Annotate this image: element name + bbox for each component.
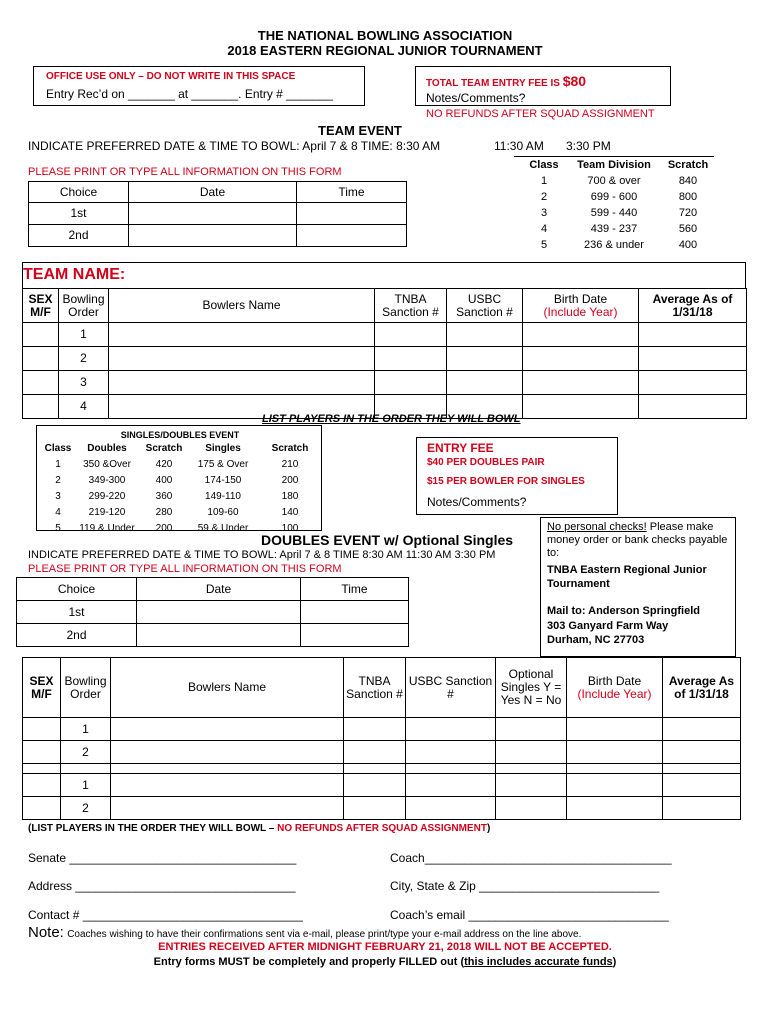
entry-fee-box <box>416 437 618 515</box>
birth-header-label: Birth Date <box>553 291 608 306</box>
usbc-header: USBC Sanction # <box>406 658 496 718</box>
team-indicate-line <box>28 139 440 153</box>
sex-cell[interactable] <box>23 395 59 419</box>
mail-to: Mail to: Anderson Springfield <box>547 605 700 617</box>
class-cell: 4 <box>540 223 548 235</box>
avg-cell[interactable] <box>639 347 747 371</box>
sd-cell: 2 <box>55 475 61 486</box>
sd-cell: 299-220 <box>88 491 126 502</box>
doubles-list-note-text: (LIST PLAYERS IN THE ORDER THEY WILL BOWL – <box>28 823 275 834</box>
sd-cell: 100 <box>281 523 299 534</box>
name-cell[interactable] <box>111 718 344 741</box>
sd-class-header: Class <box>44 443 72 454</box>
choice-1st: 1st <box>29 203 129 225</box>
note-text: Coaches wishing to have their confirmations sent via e-mail, please print/type your e-mail address on the line above. <box>67 929 582 940</box>
sd-cell: 109-60 <box>207 507 239 518</box>
scratch-cell: 840 <box>678 175 698 187</box>
sex-cell[interactable] <box>23 797 61 820</box>
title-tournament: 2018 EASTERN REGIONAL JUNIOR TOURNAMENT <box>227 43 543 58</box>
sd-cell: 280 <box>155 507 173 518</box>
sd-cell: 200 <box>155 523 173 534</box>
team-choice-table <box>28 181 407 247</box>
tnba-header: TNBA Sanction # <box>375 289 447 323</box>
no-checks-text: No personal checks! <box>547 521 647 533</box>
usbc-cell[interactable] <box>447 323 523 347</box>
office-use-label: OFFICE USE ONLY – DO NOT WRITE IN THIS SPACE <box>46 71 296 82</box>
coach-field[interactable]: Coach_____________________________________ <box>390 851 672 865</box>
city-state-zip-field[interactable]: City, State & Zip ___________________________ <box>390 879 660 893</box>
sd-cell: 1 <box>55 459 61 470</box>
office-use-box <box>33 66 365 106</box>
sd-cell: 350 &Over <box>83 459 131 470</box>
order-header: Bowling Order <box>61 658 111 718</box>
order-header: Bowling Order <box>59 289 109 323</box>
doubles-bowlers-table <box>22 657 741 820</box>
payable-text: Please make money order or bank checks payable to: <box>547 521 728 559</box>
spacer-cell <box>496 764 567 774</box>
complete-notice <box>0 956 770 968</box>
sd-cell: 200 <box>281 475 299 486</box>
class-header: Class <box>529 159 559 171</box>
senate-field[interactable]: Senate __________________________________ <box>28 851 297 865</box>
name-header: Bowlers Name <box>109 289 375 323</box>
doubles-list-note-red: NO REFUNDS AFTER SQUAD ASSIGNMENT <box>277 823 487 834</box>
birth-header <box>567 658 663 718</box>
birth-cell[interactable] <box>567 741 663 764</box>
doubles-choice-table <box>16 577 409 647</box>
sex-cell[interactable] <box>23 323 59 347</box>
sd-cell: 4 <box>55 507 61 518</box>
sd-scratch-header: Scratch <box>145 443 183 454</box>
name-cell[interactable] <box>109 347 375 371</box>
sex-cell[interactable] <box>23 347 59 371</box>
team-notes-label: Notes/Comments? <box>426 91 526 105</box>
entry-fee-label: ENTRY FEE <box>427 441 494 455</box>
doubles-list-note-end: ) <box>486 823 491 834</box>
division-header: Team Division <box>577 159 651 171</box>
entry-received-line[interactable]: Entry Rec’d on _______ at _______. Entry # _______ <box>46 87 333 101</box>
time-header: Time <box>301 578 409 601</box>
no-refunds-top: NO REFUNDS AFTER SQUAD ASSIGNMENT <box>426 108 655 120</box>
date-header: Date <box>137 578 301 601</box>
team-print-note: PLEASE PRINT OR TYPE ALL INFORMATION ON THIS FORM <box>28 166 342 178</box>
birth-header-label: Birth Date <box>587 673 642 688</box>
complete-text: Entry forms MUST be completely and properly FILLED out ( <box>153 956 465 968</box>
name-cell[interactable] <box>111 774 344 797</box>
order-cell: 1 <box>59 323 109 347</box>
order-cell: 1 <box>61 718 111 741</box>
form-header <box>0 28 770 58</box>
complete-end: ) <box>612 956 617 968</box>
singles-doubles-title: SINGLES/DOUBLES EVENT <box>120 430 240 440</box>
choice-1st-time[interactable] <box>301 601 409 624</box>
team-time-3: 3:30 PM <box>566 139 611 153</box>
singles-fee: $15 PER BOWLER FOR SINGLES <box>427 476 585 487</box>
team-fee-box <box>415 66 671 106</box>
scratch-cell: 720 <box>678 207 698 219</box>
choice-2nd: 2nd <box>17 624 137 647</box>
sd-cell: 59 & Under <box>197 523 249 534</box>
team-name-label: TEAM NAME: <box>23 266 126 283</box>
doubles-list-note <box>28 823 490 834</box>
order-cell: 4 <box>59 395 109 419</box>
sex-cell[interactable] <box>23 741 61 764</box>
name-cell[interactable] <box>111 797 344 820</box>
choice-1st: 1st <box>17 601 137 624</box>
division-cell: 599 - 440 <box>590 207 638 219</box>
birth-header-sub: (Include Year) <box>543 304 618 319</box>
spacer-cell <box>567 764 663 774</box>
deadline-notice: ENTRIES RECEIVED AFTER MIDNIGHT FEBRUARY 21, 2018 WILL NOT BE ACCEPTED. <box>158 941 612 953</box>
division-cell: 236 & under <box>584 239 644 251</box>
division-cell: 699 - 600 <box>590 191 638 203</box>
birth-cell[interactable] <box>567 718 663 741</box>
birth-header <box>523 289 639 323</box>
spacer-cell <box>344 764 406 774</box>
avg-header: Average As of 1/31/18 <box>663 658 741 718</box>
class-cell: 5 <box>540 239 548 251</box>
team-indicate-text: INDICATE PREFERRED DATE & TIME TO BOWL: April 7 & 8 TIME: 8:30 AM <box>28 139 441 153</box>
time-header: Time <box>297 182 407 203</box>
scratch-cell: 800 <box>678 191 698 203</box>
class-cell: 2 <box>540 191 548 203</box>
avg-cell[interactable] <box>663 741 741 764</box>
sd-cell: 219-120 <box>88 507 126 518</box>
choice-header: Choice <box>17 578 137 601</box>
team-name-box[interactable] <box>22 262 746 288</box>
birth-cell[interactable] <box>523 347 639 371</box>
note-line <box>28 924 581 941</box>
team-fee-text: TOTAL TEAM ENTRY FEE IS <box>426 78 560 89</box>
spacer-cell <box>61 764 111 774</box>
tnba-header: TNBA Sanction # <box>344 658 406 718</box>
payee-name: TNBA Eastern Regional Junior Tournament <box>547 564 707 590</box>
sex-cell[interactable] <box>23 718 61 741</box>
usbc-cell[interactable] <box>406 718 496 741</box>
order-cell: 2 <box>59 347 109 371</box>
sd-cell: 400 <box>155 475 173 486</box>
choice-1st-date[interactable] <box>129 203 297 225</box>
date-header: Date <box>129 182 297 203</box>
optional-singles-header: Optional Singles Y = Yes N = No <box>496 658 567 718</box>
team-bowlers-table <box>22 288 747 419</box>
order-cell: 2 <box>61 741 111 764</box>
sd-scratch2-header: Scratch <box>271 443 309 454</box>
doubles-indicate-line: INDICATE PREFERRED DATE & TIME TO BOWL: April 7 & 8 TIME 8:30 AM 11:30 AM 3:30 PM <box>28 549 496 561</box>
sd-cell: 175 & Over <box>197 459 249 470</box>
address-field[interactable]: Address _________________________________ <box>28 879 296 893</box>
sd-cell: 3 <box>55 491 61 502</box>
sd-singles-header: Singles <box>205 443 241 454</box>
sex-cell[interactable] <box>23 371 59 395</box>
tnba-cell[interactable] <box>375 371 447 395</box>
payment-instructions <box>547 521 733 560</box>
choice-2nd: 2nd <box>29 225 129 247</box>
team-class-table <box>518 157 718 253</box>
sex-header: SEX M/F <box>23 289 59 323</box>
avg-cell[interactable] <box>663 774 741 797</box>
tnba-cell[interactable] <box>344 741 406 764</box>
usbc-cell[interactable] <box>406 774 496 797</box>
spacer-cell <box>111 764 344 774</box>
name-cell[interactable] <box>109 323 375 347</box>
doubles-event-heading: DOUBLES EVENT w/ Optional Singles <box>261 532 514 548</box>
scratch-cell: 560 <box>678 223 698 235</box>
optional-cell[interactable] <box>496 741 567 764</box>
spacer-cell <box>23 764 61 774</box>
birth-cell[interactable] <box>567 774 663 797</box>
choice-2nd-date[interactable] <box>129 225 297 247</box>
sd-cell: 360 <box>155 491 173 502</box>
contact-number-field[interactable]: Contact # _________________________________ <box>28 908 303 922</box>
doubles-print-note: PLEASE PRINT OR TYPE ALL INFORMATION ON THIS FORM <box>28 563 342 575</box>
class-cell: 3 <box>540 207 548 219</box>
title-association: THE NATIONAL BOWLING ASSOCIATION <box>257 28 513 43</box>
usbc-cell[interactable] <box>447 347 523 371</box>
optional-cell[interactable] <box>496 774 567 797</box>
sd-cell: 180 <box>281 491 299 502</box>
division-cell: 700 & over <box>587 175 641 187</box>
sd-cell: 349-300 <box>88 475 126 486</box>
singles-doubles-table <box>43 441 321 537</box>
mail-city: Durham, NC 27703 <box>547 634 645 646</box>
doubles-fee: $40 PER DOUBLES PAIR <box>427 457 545 468</box>
coach-email-field[interactable]: Coach’s email ______________________________ <box>390 908 669 922</box>
sd-cell: 420 <box>155 459 173 470</box>
birth-header-sub: (Include Year) <box>577 686 652 701</box>
sd-cell: 149-110 <box>205 491 241 502</box>
choice-header: Choice <box>29 182 129 203</box>
birth-cell[interactable] <box>523 371 639 395</box>
name-cell[interactable] <box>111 741 344 764</box>
scratch-header: Scratch <box>667 159 709 171</box>
singles-doubles-box <box>36 425 322 534</box>
team-fee-amount: $80 <box>562 73 587 89</box>
avg-cell[interactable] <box>639 395 747 419</box>
complete-underline: this includes accurate funds <box>464 956 613 968</box>
scratch-cell: 400 <box>678 239 698 251</box>
sd-cell: 210 <box>281 459 299 470</box>
avg-cell[interactable] <box>639 323 747 347</box>
name-cell[interactable] <box>109 371 375 395</box>
usbc-header: USBC Sanction # <box>447 289 523 323</box>
choice-2nd-time[interactable] <box>301 624 409 647</box>
birth-cell[interactable] <box>567 797 663 820</box>
optional-cell[interactable] <box>496 797 567 820</box>
choice-2nd-time[interactable] <box>297 225 407 247</box>
optional-cell[interactable] <box>496 718 567 741</box>
sd-cell: 119 & Under <box>79 523 135 534</box>
birth-cell[interactable] <box>523 323 639 347</box>
birth-cell[interactable] <box>523 395 639 419</box>
choice-2nd-date[interactable] <box>137 624 301 647</box>
spacer-cell <box>663 764 741 774</box>
payment-box <box>540 517 736 657</box>
avg-header: Average As of 1/31/18 <box>639 289 747 323</box>
order-cell: 1 <box>61 774 111 797</box>
usbc-cell[interactable] <box>447 371 523 395</box>
team-fee-label <box>426 73 586 89</box>
choice-1st-time[interactable] <box>297 203 407 225</box>
sd-cell: 174-150 <box>204 475 242 486</box>
avg-cell[interactable] <box>639 371 747 395</box>
usbc-cell[interactable] <box>406 797 496 820</box>
spacer-cell <box>406 764 496 774</box>
team-time-2: 11:30 AM <box>494 139 544 153</box>
class-cell: 1 <box>540 175 548 187</box>
name-header: Bowlers Name <box>111 658 344 718</box>
sex-header: SEX M/F <box>23 658 61 718</box>
sd-cell: 140 <box>281 507 299 518</box>
order-cell: 2 <box>61 797 111 820</box>
choice-1st-date[interactable] <box>137 601 301 624</box>
mail-street: 303 Ganyard Farm Way <box>547 620 669 632</box>
tnba-cell[interactable] <box>344 774 406 797</box>
team-list-note: LIST PLAYERS IN THE ORDER THEY WILL BOWL <box>262 413 521 425</box>
team-event-heading: TEAM EVENT <box>318 123 402 138</box>
doubles-notes-label: Notes/Comments? <box>427 495 527 509</box>
tnba-cell[interactable] <box>375 323 447 347</box>
sd-cell: 5 <box>55 523 61 534</box>
tnba-cell[interactable] <box>344 797 406 820</box>
division-cell: 439 - 237 <box>590 223 638 235</box>
sd-doubles-header: Doubles <box>87 443 127 454</box>
note-label: Note: <box>28 924 64 941</box>
tnba-cell[interactable] <box>375 347 447 371</box>
sex-cell[interactable] <box>23 774 61 797</box>
usbc-cell[interactable] <box>406 741 496 764</box>
order-cell: 3 <box>59 371 109 395</box>
avg-cell[interactable] <box>663 718 741 741</box>
avg-cell[interactable] <box>663 797 741 820</box>
tnba-cell[interactable] <box>344 718 406 741</box>
